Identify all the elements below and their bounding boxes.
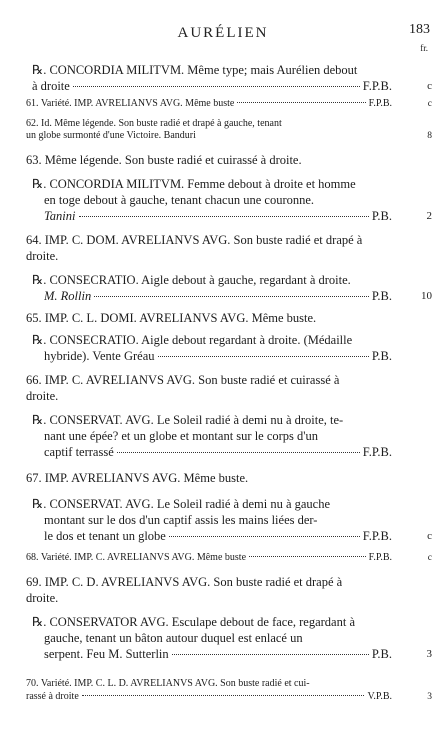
price-column-label: fr.	[420, 43, 428, 53]
denomination: P.B.	[371, 209, 392, 223]
entry-text-line: ℞. CONSERVAT. AVG. Le Soleil radié à demi nu à droite, te-	[32, 413, 344, 427]
denomination: P.B.	[371, 349, 392, 363]
entry-text-line: ℞. CONCORDIA MILITVM. Femme debout à droite et homme	[32, 177, 356, 191]
price-value: c	[427, 99, 432, 109]
denomination: F.P.B.	[368, 552, 392, 563]
entry-text-line: captif terrassé F.P.B.	[44, 445, 392, 459]
entry-text-line: droite.	[26, 389, 59, 403]
entry-text-line: à droite F.P.B.	[32, 79, 392, 93]
denomination: P.B.	[371, 289, 392, 303]
denomination: V.P.B.	[367, 691, 392, 702]
entry-text-line: le dos et tenant un globe F.P.B.	[44, 529, 392, 543]
entry-text-line: hybride). Vente Gréau P.B.	[44, 349, 392, 363]
price-value: 2	[426, 210, 432, 222]
entry-text-line: 65. IMP. C. L. DOMI. AVRELIANVS AVG. Même buste.	[26, 311, 317, 325]
price-value: c	[427, 530, 432, 542]
entry-text-line: ℞. CONSERVAT. AVG. Le Soleil radié à demi nu à gauche	[32, 497, 331, 511]
price-value: c	[427, 80, 432, 92]
entry-text-line: rassé à droite V.P.B.	[26, 691, 392, 702]
entry-text-line: 63. Même légende. Son buste radié et cuirassé à droite.	[26, 153, 302, 167]
entry-text-line: gauche, tenant un bâton autour duquel est enlacé un	[44, 631, 303, 645]
entry-text-line: montant sur le dos d'un captif assis les mains liées der-	[44, 513, 318, 527]
entry-text-line: 62. Id. Même légende. Son buste radié et drapé à gauche, tenant	[26, 118, 282, 129]
denomination: F.P.B.	[362, 79, 392, 93]
entry-text-line: ℞. CONSECRATIO. Aigle debout regardant à droite. (Médaille	[32, 333, 353, 347]
price-value: 10	[421, 290, 432, 302]
entry-text-line: ℞. CONCORDIA MILITVM. Même type; mais Aurélien debout	[32, 63, 358, 77]
entry-text-line: Tanini P.B.	[44, 209, 392, 223]
entry-text-line: 66. IMP. C. AVRELIANVS AVG. Son buste radié et cuirassé à	[26, 373, 340, 387]
entry-text-line: ℞. CONSERVATOR AVG. Esculape debout de face, regardant à	[32, 615, 355, 629]
entry-text-line: un globe surmonté d'une Victoire. Banduri	[26, 130, 196, 141]
entry-text-line: 61. Variété. IMP. AVRELIANVS AVG. Même buste F.P.B.	[26, 98, 392, 109]
entry-text-line: en toge debout à gauche, tenant chacun une couronne.	[44, 193, 315, 207]
entry-text-line: 67. IMP. AVRELIANVS AVG. Même buste.	[26, 471, 249, 485]
denomination: P.B.	[371, 647, 392, 661]
entry-text-line: 64. IMP. C. DOM. AVRELIANVS AVG. Son buste radié et drapé à	[26, 233, 363, 247]
entry-text-line: nant une épée? et un globe et montant sur le corps d'un	[44, 429, 319, 443]
price-value: c	[427, 553, 432, 563]
page-number: 183	[409, 22, 430, 37]
entry-text-line: serpent. Feu M. Sutterlin P.B.	[44, 647, 392, 661]
entry-text-line: 68. Variété. IMP. C. AVRELIANVS AVG. Même buste F.P.B.	[26, 552, 392, 563]
entry-text-line: droite.	[26, 249, 59, 263]
price-value: 8	[427, 131, 432, 141]
price-value: 3	[426, 648, 432, 660]
denomination: F.P.B.	[362, 445, 392, 459]
entry-text-line: ℞. CONSECRATIO. Aigle debout à gauche, regardant à droite.	[32, 273, 351, 287]
entry-text-line: M. Rollin P.B.	[44, 289, 392, 303]
entry-text-line: 70. Variété. IMP. C. L. D. AVRELIANVS AVG. Son buste radié et cui-	[26, 678, 310, 689]
entry-text-line: 69. IMP. C. D. AVRELIANVS AVG. Son buste radié et drapé à	[26, 575, 343, 589]
price-value: 3	[427, 692, 432, 702]
denomination: F.P.B.	[362, 529, 392, 543]
running-title: AURÉLIEN	[177, 25, 269, 41]
entry-text-line: droite.	[26, 591, 59, 605]
denomination: F.P.B.	[368, 98, 392, 109]
